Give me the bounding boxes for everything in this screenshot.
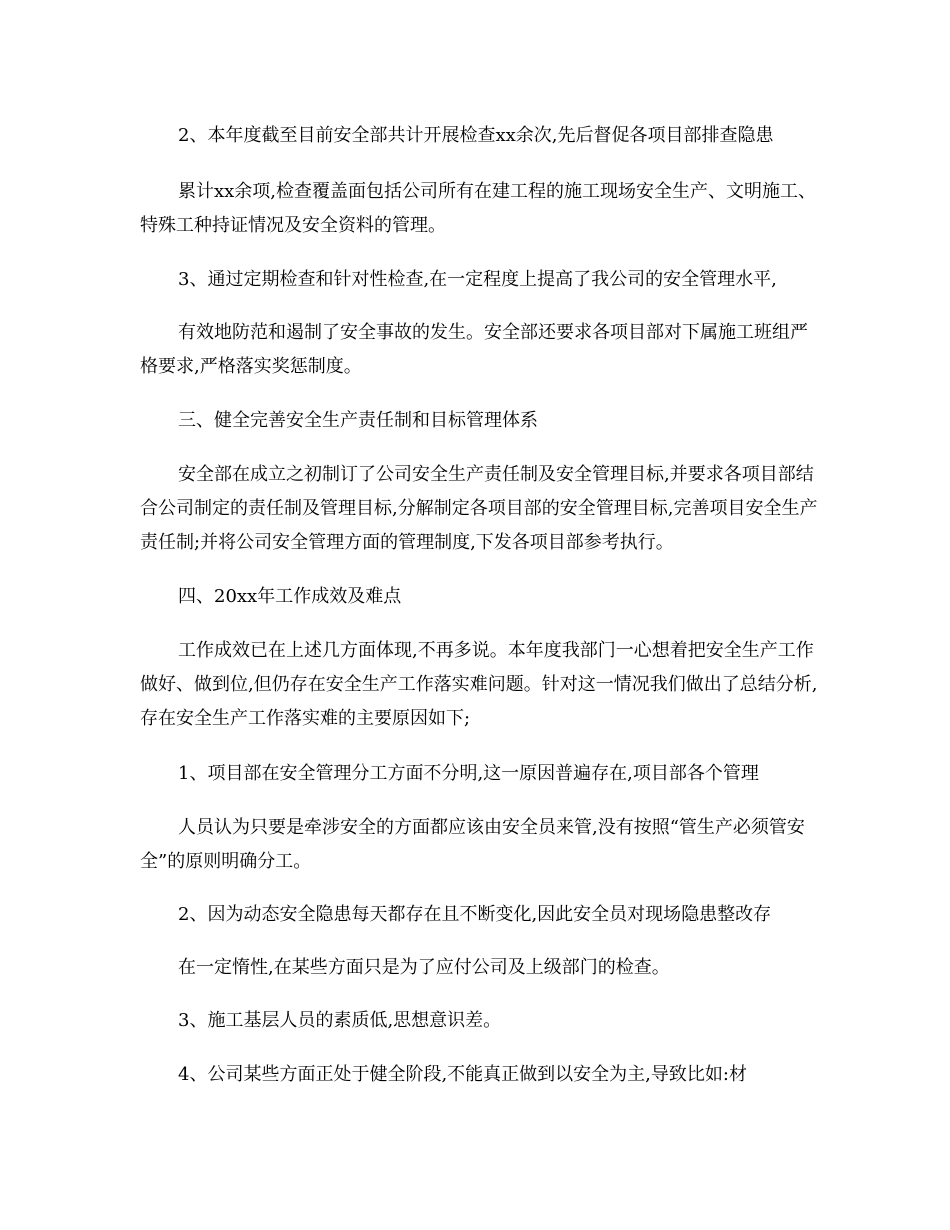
- paragraph-12: 4、公司某些方面正处于健全阶段,不能真正做到以安全为主,导致比如:材: [178, 1064, 747, 1085]
- paragraph-1: 2、本年度截至目前安全部共计开展检查xx余次,先后督促各项目部排查隐患: [178, 125, 774, 146]
- paragraph-7: 1、项目部在安全管理分工方面不分明,这一原因普遍存在,项目部各个管理: [178, 763, 759, 784]
- paragraph-5: 安全部在成立之初制订了公司安全生产责任制及安全管理目标,并要求各项目部结合公司制定的责任制及管理目标,分解制定各项目部的安全管理目标,完善项目安全生产责任制;并将公司安全管理方面的管理制度,下发各项目部参考执行。: [140, 464, 818, 553]
- paragraph-10: 在一定惰性,在某些方面只是为了应付公司及上级部门的检查。: [178, 957, 670, 978]
- paragraph-8: 人员认为只要是牵涉安全的方面都应该由安全员来管,没有按照“管生产必须管安全”的原则明确分工。: [140, 817, 805, 872]
- paragraph-6: 工作成效已在上述几方面体现,不再多说。本年度我部门一心想着把安全生产工作做好、做到位,但仍存在安全生产工作落实难问题。针对这一情况我们做出了总结分析,存在安全生产工作落实难的主要原因如下;: [140, 640, 818, 729]
- paragraph-9: 2、因为动态安全隐患每天都存在且不断变化,因此安全员对现场隐患整改存: [178, 904, 772, 925]
- paragraph-4: 有效地防范和遏制了安全事故的发生。安全部还要求各项目部对下属施工班组严格要求,严格落实奖惩制度。: [140, 322, 808, 377]
- paragraph-2: 累计xx余项,检查覆盖面包括公司所有在建工程的施工现场安全生产、文明施工、特殊工种持证情况及安全资料的管理。: [140, 181, 817, 236]
- section-heading-3: 三、健全完善安全生产责任制和目标管理体系: [178, 410, 538, 431]
- section-heading-4: 四、20xx年工作成效及难点: [178, 586, 402, 607]
- paragraph-11: 3、施工基层人员的素质低,思想意识差。: [178, 1010, 502, 1031]
- paragraph-3: 3、通过定期检查和针对性检查,在一定程度上提高了我公司的安全管理水平,: [178, 269, 777, 290]
